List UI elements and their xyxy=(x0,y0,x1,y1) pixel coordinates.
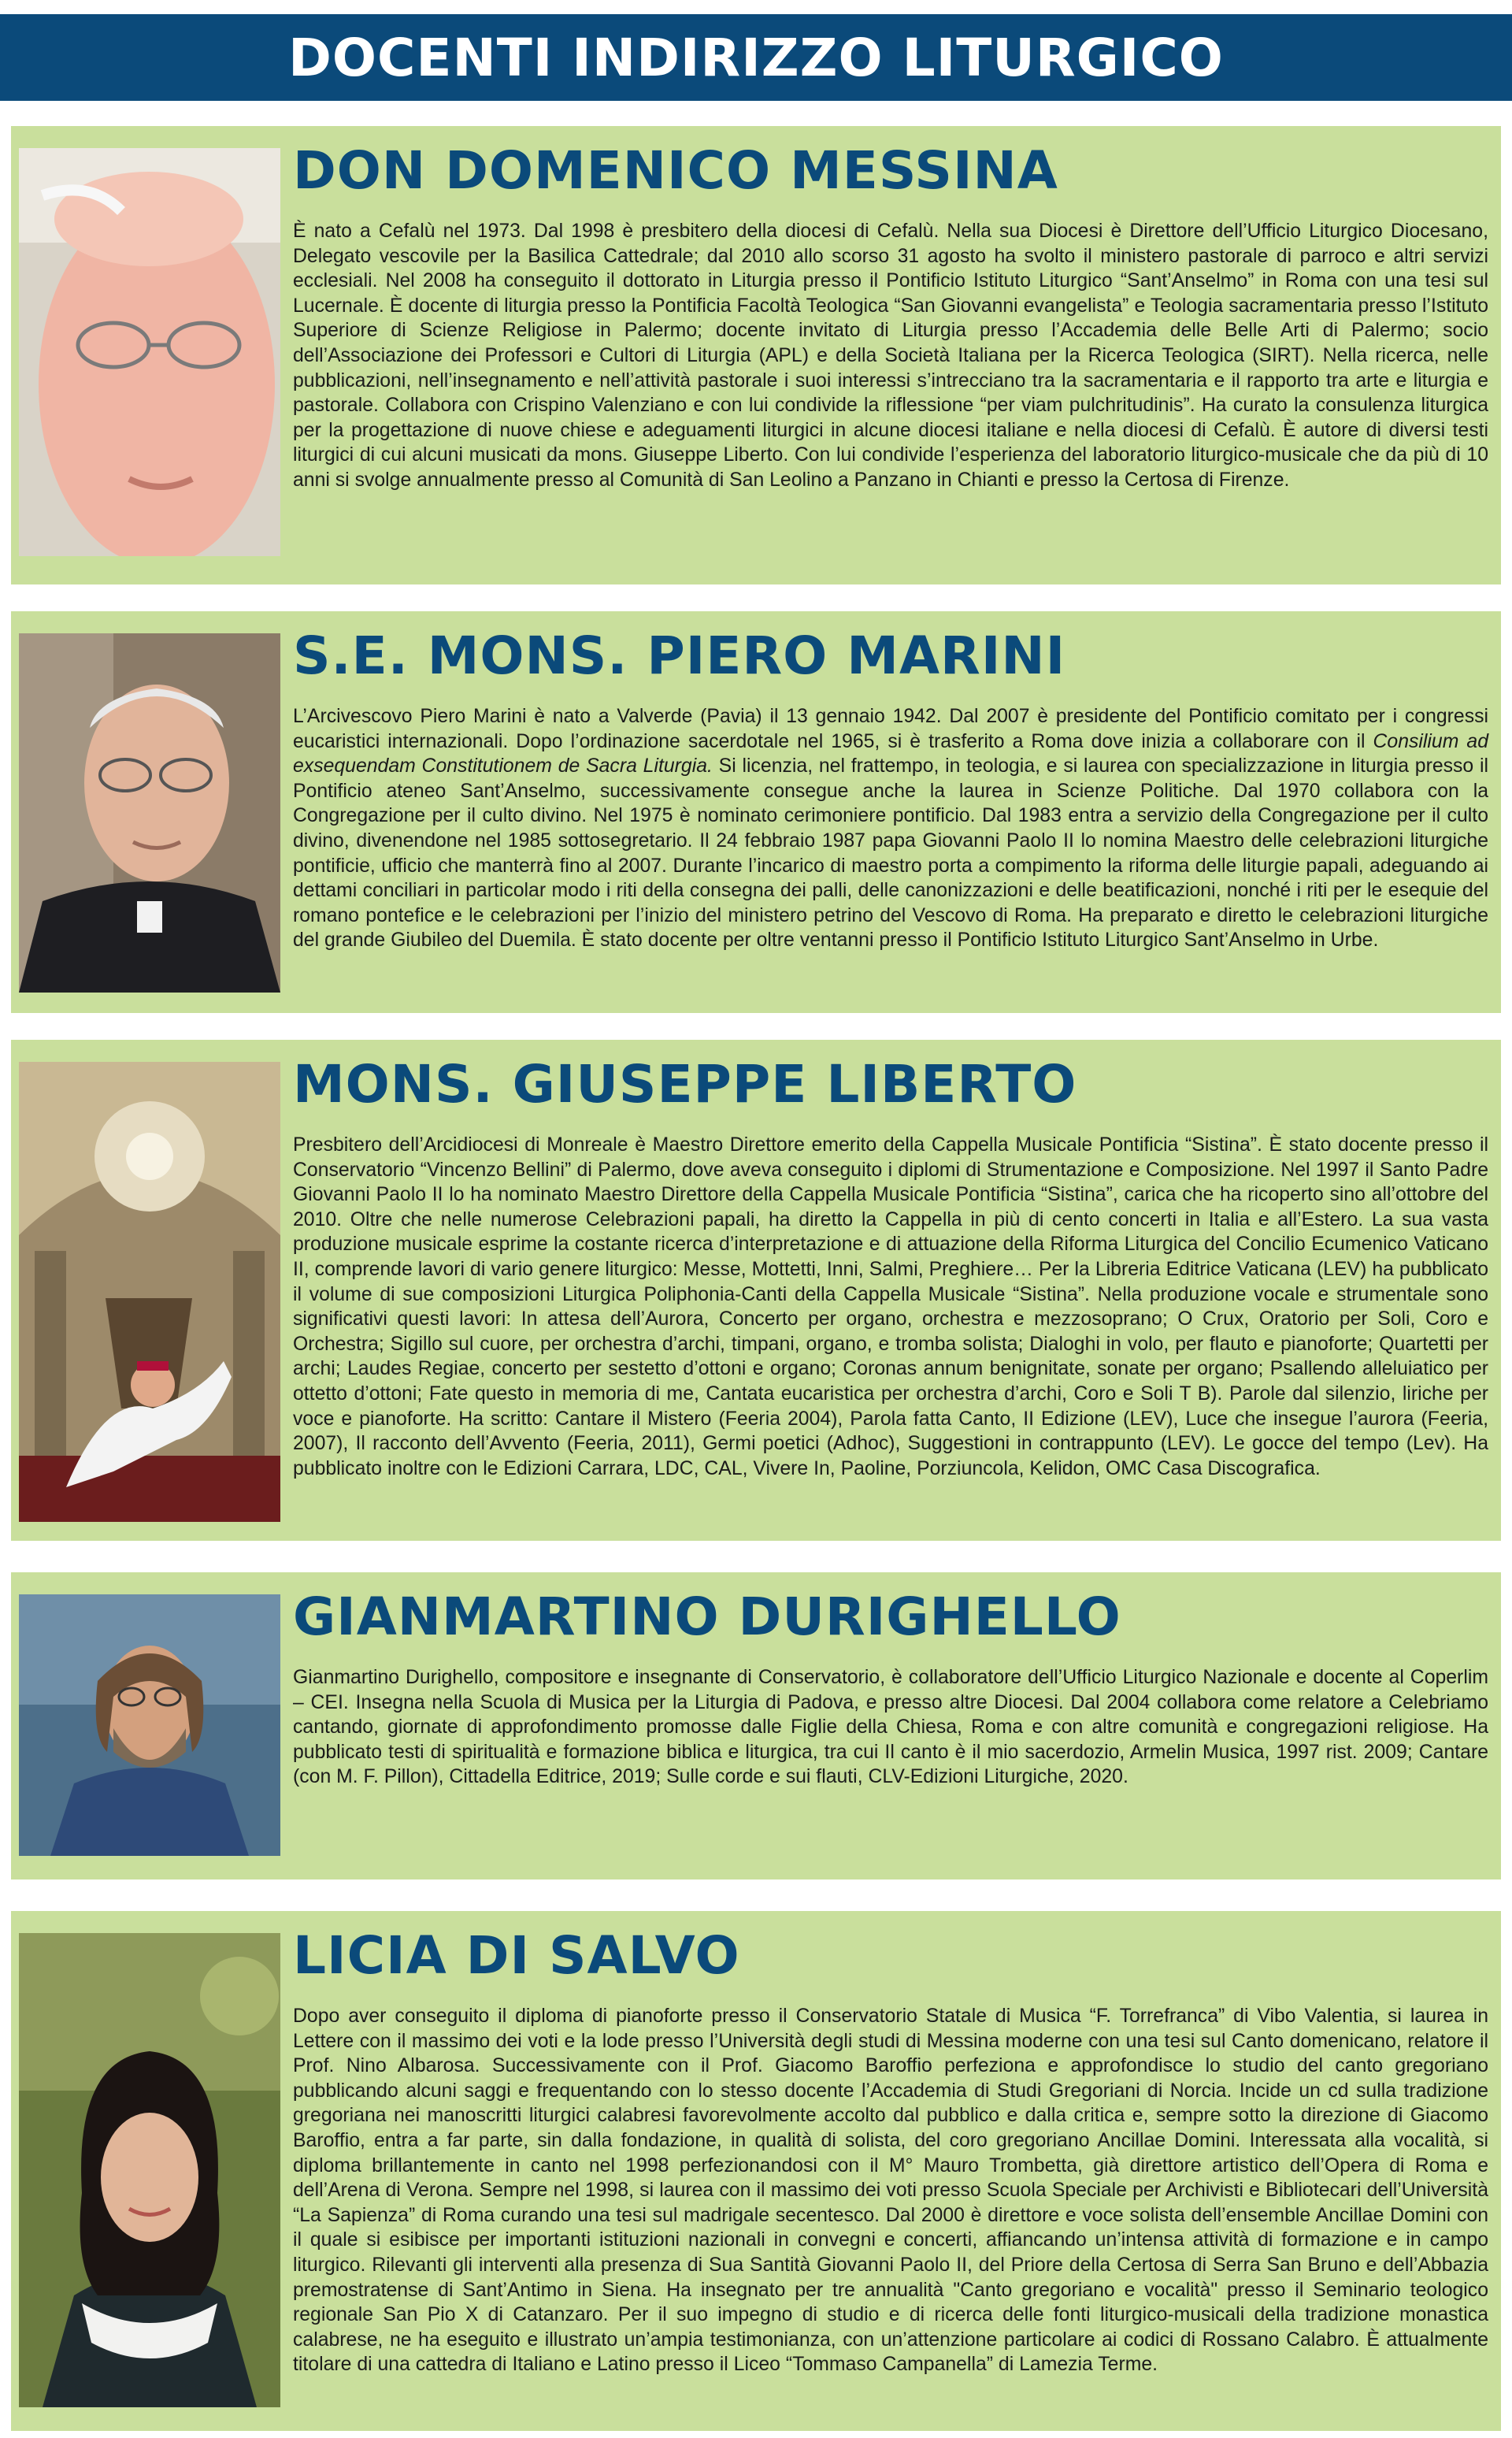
teacher-card-marini xyxy=(11,611,1501,1013)
page-title: DOCENTI INDIRIZZO LITURGICO xyxy=(288,27,1224,88)
teacher-card-durighello xyxy=(11,1572,1501,1880)
teacher-bio: Presbitero dell’Arcidiocesi di Monreale è Maestro Direttore emerito della Cappella Musicale Pontificia “Sistina”. È stato docente presso il Conservatorio “Vincenzo Bellini” di Palermo, dove aveva conseguito i diplomi di Strumentazione e Composizione. Nel 1997 il Santo Padre Giovanni Paolo II lo ha nominato Maestro Direttore della Cappella Musicale Pontificia “Sistina”, carica che ha ricoperto sino all’ottobre del 2010. Oltre che nelle numerose Celebrazioni papali, ha diretto la Cappella in più di cento concerti in Italia e all’Estero. La sua vasta produzione musicale esprime la costante ricerca d’interpretazione e di attuazione della Riforma Liturgica del Concilio Ecumenico Vaticano II, comprende lavori di vario genere liturgico: Messe, Mottetti, Inni, Salmi, Preghiere… Per la Libreria Editrice Vaticana (LEV) ha pubblicato il volume di sue composizioni Liturgica Poliphonia-Canti della Cappella Musicale “Sistina”. Nella produzione vocale e strumentale sono significativi questi lavori: In attesa dell’Aurora, Concerto per organo, orchestra e mezzosoprano; O Crux, Oratorio per Soli, Coro e Orchestra; Sigillo sul cuore, per orchestra d’archi, timpani, organo, e tromba solista; Dialoghi in volo, per flauto e pianoforte; Quartetti per archi; Laudes Regiae, concerto per sestetto d’ottoni e organo; Coronas annum benignitate, sonate per organo; Psallendo alleluiatico per ottetto d’ottoni; Fate questo in memoria di me, Cantata eucaristica per orchestra d’archi, Coro e Soli T B). Parole dal silenzio, liriche per voce e pianoforte. Ha scritto: Cantare il Mistero (Feeria 2004), Parola fatta Canto, II Edizione (LEV), Luce che insegue l’aurora (Feeria, 2007), Il racconto dell’Avvento (Feeria, 2011), Germi poetici (Adhoc), Suggestioni in contrappunto (LEV). Le gocce del tempo (Lev). Ha pubblicato inoltre con le Edizioni Carrara, LDC, CAL, Vivere In, Paoline, Porziuncola, Kelidon, OMC Casa Discografica. xyxy=(293,1134,1488,1479)
teacher-card-di-salvo xyxy=(11,1911,1501,2431)
teacher-bio: Gianmartino Durighello, compositore e insegnante di Conservatorio, è collaboratore dell’Ufficio Liturgico Nazionale e docente al Coperlim – CEI. Insegna nella Scuola di Musica per la Liturgia di Padova, e presso altre Diocesi. Dal 2004 collabora come relatore a Celebriamo cantando, giornate di approfondimento promosse dalle Figlie della Chiesa, Roma e con altre comunità e congregazioni religiose. Ha pubblicato testi di spiritualità e formazione biblica e liturgica, tra cui Il canto è il mio sacerdozio, Armelin Musica, 1997 rist. 2009; Cantare (con M. F. Pillon), Cittadella Editrice, 2019; Sulle corde e sui flauti, CLV-Edizioni Liturgiche, 2020. xyxy=(293,1667,1488,1788)
teacher-card-messina xyxy=(11,126,1501,584)
teacher-name: MONS. GIUSEPPE LIBERTO xyxy=(293,1054,1077,1115)
teacher-card-liberto xyxy=(11,1040,1501,1541)
basilica-photo xyxy=(19,1062,280,1522)
portrait-photo xyxy=(19,633,280,993)
teacher-name: LICIA DI SALVO xyxy=(293,1925,740,1986)
teacher-bio: L’Arcivescovo Piero Marini è nato a Valverde (Pavia) il 13 gennaio 1942. Dal 2007 è presidente del Pontificio comitato per i congressi eucaristici internazionali. Dopo l’ordinazione sacerdotale nel 1965, si è trasferito a Roma dove inizia a collaborare con il Consilium ad exsequendam Constitutionem de Sacra Liturgia. Si licenzia, nel frattempo, in teologia, e si laurea con specializzazione in liturgia presso il Pontificio ateneo Sant’Anselmo, successivamente consegue anche la laurea in Scienze Politiche. Dal 1970 collabora con la Congregazione per il culto divino. Nel 1975 è nominato cerimoniere pontificio. Dal 1983 entra a servizio della Congregazione per il culto divino, divenendone nel 1985 sottosegretario. Il 24 febbraio 1987 papa Giovanni Paolo II lo nomina Maestro delle celebrazioni liturgiche pontificie, ufficio che manterrà fino al 2007. Durante l’incarico di maestro porta a compimento la riforma delle liturgie papali, adeguando ai dettami conciliari in particolar modo i riti della consegna dei palli, delle canonizzazioni e delle beatificazioni, nonché i riti per le esequie del romano pontefice e le celebrazioni per l’inizio del ministero petrino del Vescovo di Roma. Ha preparato e diretto le celebrazioni liturgiche del grande Giubileo del Duemila. È stato docente per oltre ventanni presso il Pontificio Istituto Liturgico Sant’Anselmo in Urbe. xyxy=(293,706,1489,952)
teacher-name: S.E. MONS. PIERO MARINI xyxy=(293,625,1066,686)
teacher-name: GIANMARTINO DURIGHELLO xyxy=(293,1586,1121,1647)
portrait-photo xyxy=(19,1933,280,2407)
teacher-bio: Dopo aver conseguito il diploma di pianoforte presso il Conservatorio Statale di Musica “F. Torrefranca” di Vibo Valentia, si laurea in Lettere con il massimo dei voti e la lode presso l’Università degli studi di Messina moderne con una tesi sul Canto domenicano, relatore il Prof. Nino Albarosa. Successivamente con il Prof. Giacomo Baroffio perfeziona e approfondisce lo studio del canto gregoriano pubblicando alcuni saggi e frequentando con lo stesso docente l’Accademia di Studi Gregoriani di Norcia. Incide un cd sulla tradizione gregoriana nei manoscritti liturgici calabresi favorevolmente accolto dal pubblico e dalla critica e, sempre sotto la direzione di Giacomo Baroffio, entra a far parte, sin dalla fondazione, in qualità di solista, del coro gregoriano Ancillae Domini. Interessata alla vocalità, si diploma brillantemente in canto nel 1998 perfezionandosi con il M° Mauro Trombetta, già direttore artistico dell’Opera di Roma e dell’Arena di Verona. Sempre nel 1998, si laurea con il massimo dei voti presso Scuola Speciale per Archivisti e Bibliotecari dell’Università “La Sapienza” di Roma curando una tesi sul madrigale secentesco. Dal 2000 è direttore e voce solista dell’ensemble Ancillae Domini con il quale si esibisce per importanti istituzioni nazionali in convegni e concerti, affiancando un’intensa attività di formazione e in campo liturgico. Rilevanti gli interventi alla presenza di Sua Santità Giovanni Paolo II, del Priore della Certosa di Serra San Bruno e dell’Abbazia premostratense di Sant’Antimo in Siena. Ha insegnato per tre annualità "Canto gregoriano e vocalità" presso il Seminario teologico regionale San Pio X di Catanzaro. Per il suo impegno di studio e di ricerca delle fonti liturgico-musicali della tradizione monastica calabrese, ne ha eseguito e illustrato un’ampia testimonianza, con un’attenzione particolare ai codici di Rossano Calabro. È attualmente titolare di una cattedra di Italiano e Latino presso il Liceo “Tommaso Campanella” di Lamezia Terme. xyxy=(293,2006,1488,2376)
teacher-name: DON DOMENICO MESSINA xyxy=(293,140,1058,201)
page-title-banner xyxy=(0,14,1512,101)
portrait-photo xyxy=(19,148,280,556)
portrait-photo xyxy=(19,1594,280,1856)
teacher-bio: È nato a Cefalù nel 1973. Dal 1998 è presbitero della diocesi di Cefalù. Nella sua Diocesi è Direttore dell’Ufficio Liturgico Diocesano, Delegato vescovile per la Basilica Cattedrale; dal 2010 allo scorso 31 agosto ha svolto il ministero pastorale di parroco e altri servizi ecclesiali. Nel 2008 ha conseguito il dottorato in Liturgia presso il Pontificio Istituto Liturgico “Sant’Anselmo” in Roma con una tesi sul Lucernale. È docente di liturgia presso la Pontificia Facoltà Teologica “San Giovanni evangelista” e Teologia sacramentaria presso l’Istituto Superiore di Scienze Religiose in Palermo; docente invitato di Liturgia presso l’Accademia delle Belle Arti di Palermo; socio dell’Associazione dei Professori e Cultori di Liturgia (APL) e della Società Italiana per la Ricerca Teologica (SIRT). Nella ricerca, nelle pubblicazioni, nell’insegnamento e nell’attività pastorale i suoi interessi s’intrecciano tra la sacramentaria e il rapporto tra arte e liturgia e pastorale. Collabora con Crispino Valenziano e con lui condivide la riflessione “per viam pulchritudinis”. Ha curato la consulenza liturgica per la progettazione di nuove chiese e adeguamenti liturgici in alcune diocesi italiane e nella diocesi di Cefalù. È autore di diversi testi liturgici di cui alcuni musicati da mons. Giuseppe Liberto. Con lui condivide l’esperienza del laboratorio liturgico-musicale che da più di 10 anni si svolge annualmente presso al Comunità di San Leolino a Panzano in Chianti e presso la Certosa di Firenze. xyxy=(293,221,1488,491)
